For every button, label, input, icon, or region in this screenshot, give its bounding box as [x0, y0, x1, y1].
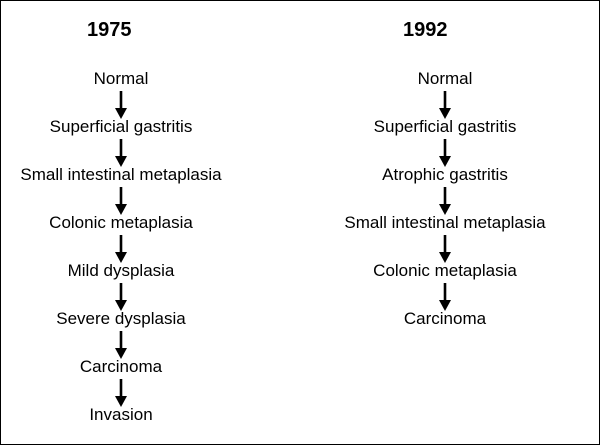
down-arrow-icon — [115, 139, 127, 167]
stage-atrophic-gastritis: Atrophic gastritis — [382, 165, 508, 184]
stage-small-intestinal-metaplasia: Small intestinal metaplasia — [344, 213, 546, 232]
down-arrow-icon — [115, 187, 127, 215]
down-arrow-icon — [115, 235, 127, 263]
stage-small-intestinal-metaplasia: Small intestinal metaplasia — [20, 165, 222, 184]
down-arrow-icon — [115, 91, 127, 119]
stage-normal: Normal — [93, 69, 149, 88]
stage-colonic-metaplasia: Colonic metaplasia — [49, 213, 193, 232]
year-heading-1992: 1992 — [403, 19, 448, 41]
stage-superficial-gastritis: Superficial gastritis — [49, 117, 193, 136]
down-arrow-icon — [439, 283, 451, 311]
down-arrow-icon — [439, 187, 451, 215]
down-arrow-icon — [439, 91, 451, 119]
stage-mild-dysplasia: Mild dysplasia — [67, 261, 175, 280]
down-arrow-icon — [115, 379, 127, 407]
year-heading-1975: 1975 — [87, 19, 132, 41]
down-arrow-icon — [115, 331, 127, 359]
stage-severe-dysplasia: Severe dysplasia — [56, 309, 186, 328]
stage-normal: Normal — [417, 69, 473, 88]
column-1975 — [1, 1, 281, 444]
stage-carcinoma: Carcinoma — [403, 309, 487, 328]
stage-superficial-gastritis: Superficial gastritis — [373, 117, 517, 136]
stage-invasion: Invasion — [89, 405, 153, 424]
stage-colonic-metaplasia: Colonic metaplasia — [373, 261, 517, 280]
down-arrow-icon — [439, 139, 451, 167]
down-arrow-icon — [115, 283, 127, 311]
down-arrow-icon — [439, 235, 451, 263]
column-1992 — [301, 1, 599, 444]
stage-carcinoma: Carcinoma — [79, 357, 163, 376]
